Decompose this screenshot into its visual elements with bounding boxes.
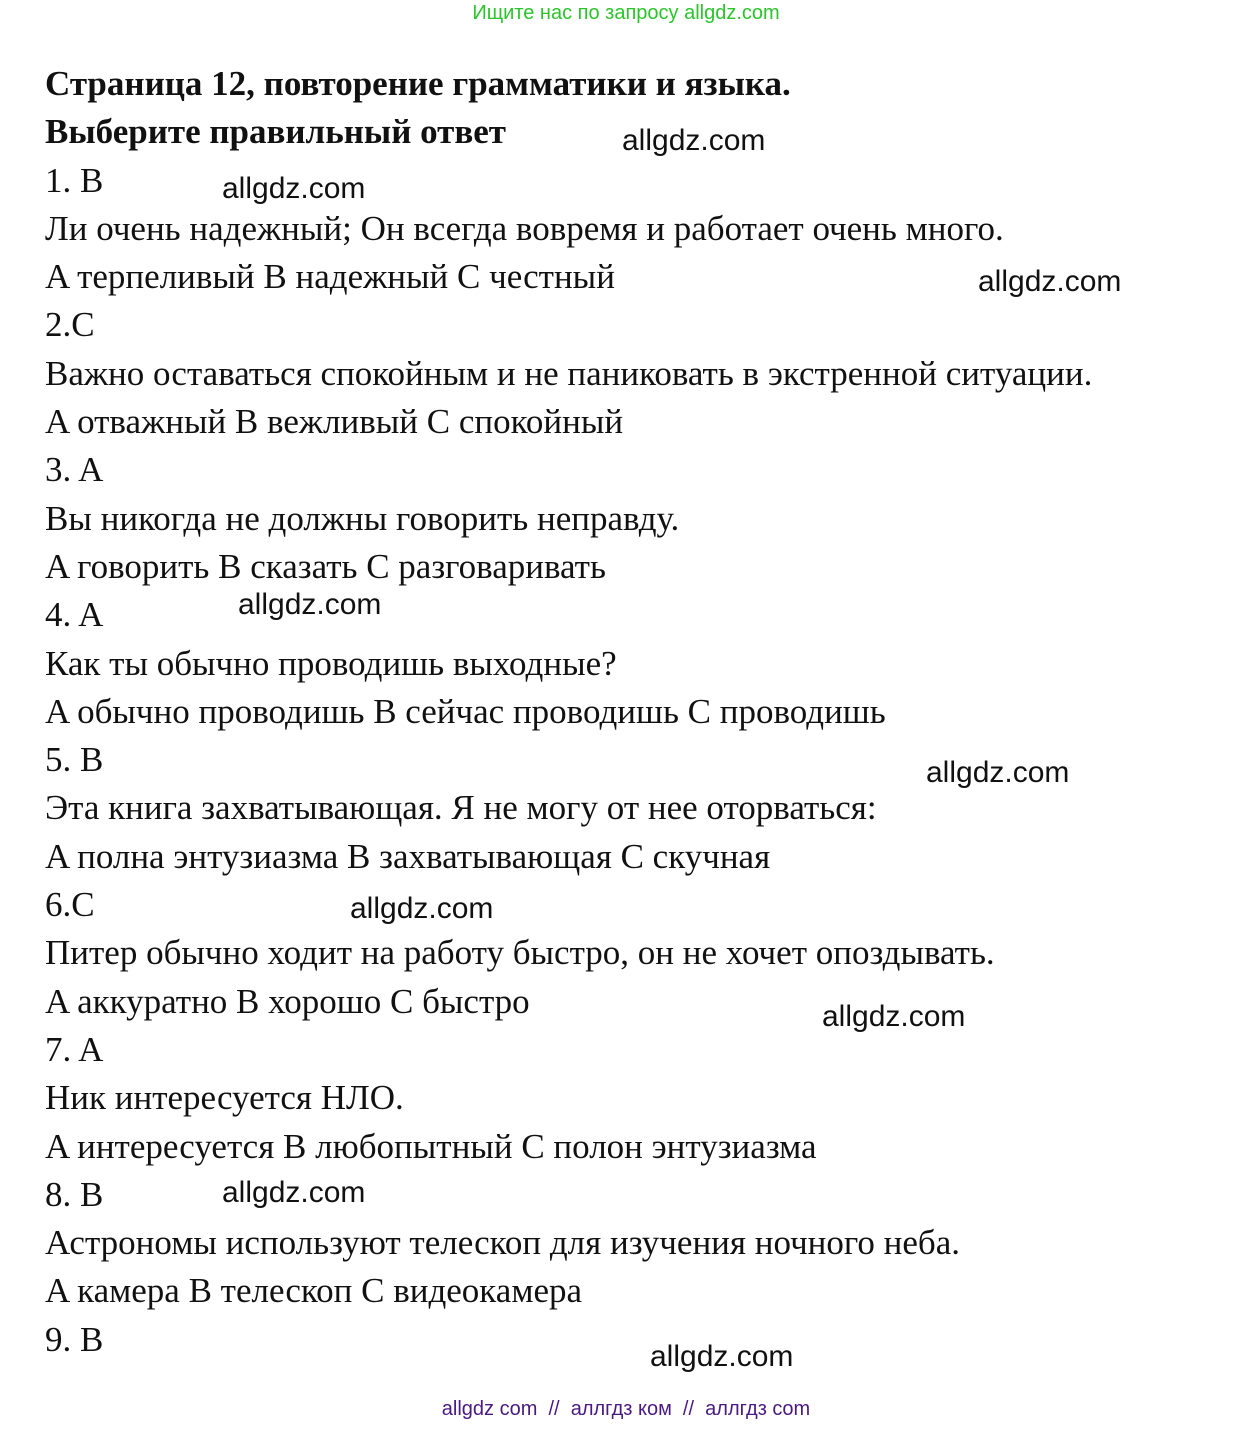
watermark: allgdz.com [978,265,1122,298]
answer-number: 1. B [45,160,104,200]
watermark: allgdz.com [222,1176,366,1209]
answer-options: A аккуратно B хорошо C быстро [45,981,530,1021]
watermark: allgdz.com [822,1000,966,1033]
search-banner: Ищите нас по запросу allgdz.com [472,2,780,24]
footer-links: allgdz com // аллгдз ком // аллгдз com [441,1398,811,1420]
instructions-heading: Выберите правильный ответ [45,112,506,152]
watermark: allgdz.com [650,1340,794,1373]
answer-number: 4. A [45,595,104,635]
watermark: allgdz.com [238,588,382,621]
answer-number: 7. A [45,1029,104,1069]
answer-number: 5. B [45,740,104,780]
question-sentence: Астрономы используют телескоп для изучения ночного неба. [45,1223,961,1263]
question-sentence: Вы никогда не должны говорить неправду. [45,498,680,538]
answer-number: 8. B [45,1174,104,1214]
answer-options: A обычно проводишь B сейчас проводишь C проводишь [45,691,886,731]
question-sentence: Ник интересуется НЛО. [45,1078,404,1118]
answer-options: A интересуется B любопытный C полон энтузиазма [45,1126,817,1166]
answer-options: A полна энтузиазма B захватывающая C скучная [45,836,771,876]
watermark: allgdz.com [222,172,366,205]
question-sentence: Питер обычно ходит на работу быстро, он не хочет опоздывать. [45,933,995,973]
answer-number: 2.C [45,305,95,345]
watermark: allgdz.com [926,756,1070,789]
answer-number: 3. A [45,450,104,490]
answers-document [45,64,1092,1368]
page-title: Страница 12, повторение грамматики и языка. [45,64,791,103]
answer-options: A отважный B вежливый C спокойный [45,402,624,442]
watermark: allgdz.com [350,892,494,925]
question-sentence: Как ты обычно проводишь выходные? [45,643,617,683]
question-sentence: Ли очень надежный; Он всегда вовремя и работает очень много. [45,208,1004,248]
question-sentence: Эта книга захватывающая. Я не могу от нее оторваться: [45,788,877,828]
answer-options: A говорить B сказать C разговаривать [45,546,606,586]
answer-options: A камера B телескоп C видеокамера [45,1271,583,1311]
answer-number: 9. B [45,1319,104,1359]
answer-options: A терпеливый B надежный C честный [45,257,615,297]
answer-number: 6.C [45,885,95,925]
watermark: allgdz.com [622,124,766,157]
question-sentence: Важно оставаться спокойным и не паниковать в экстренной ситуации. [45,353,1093,393]
